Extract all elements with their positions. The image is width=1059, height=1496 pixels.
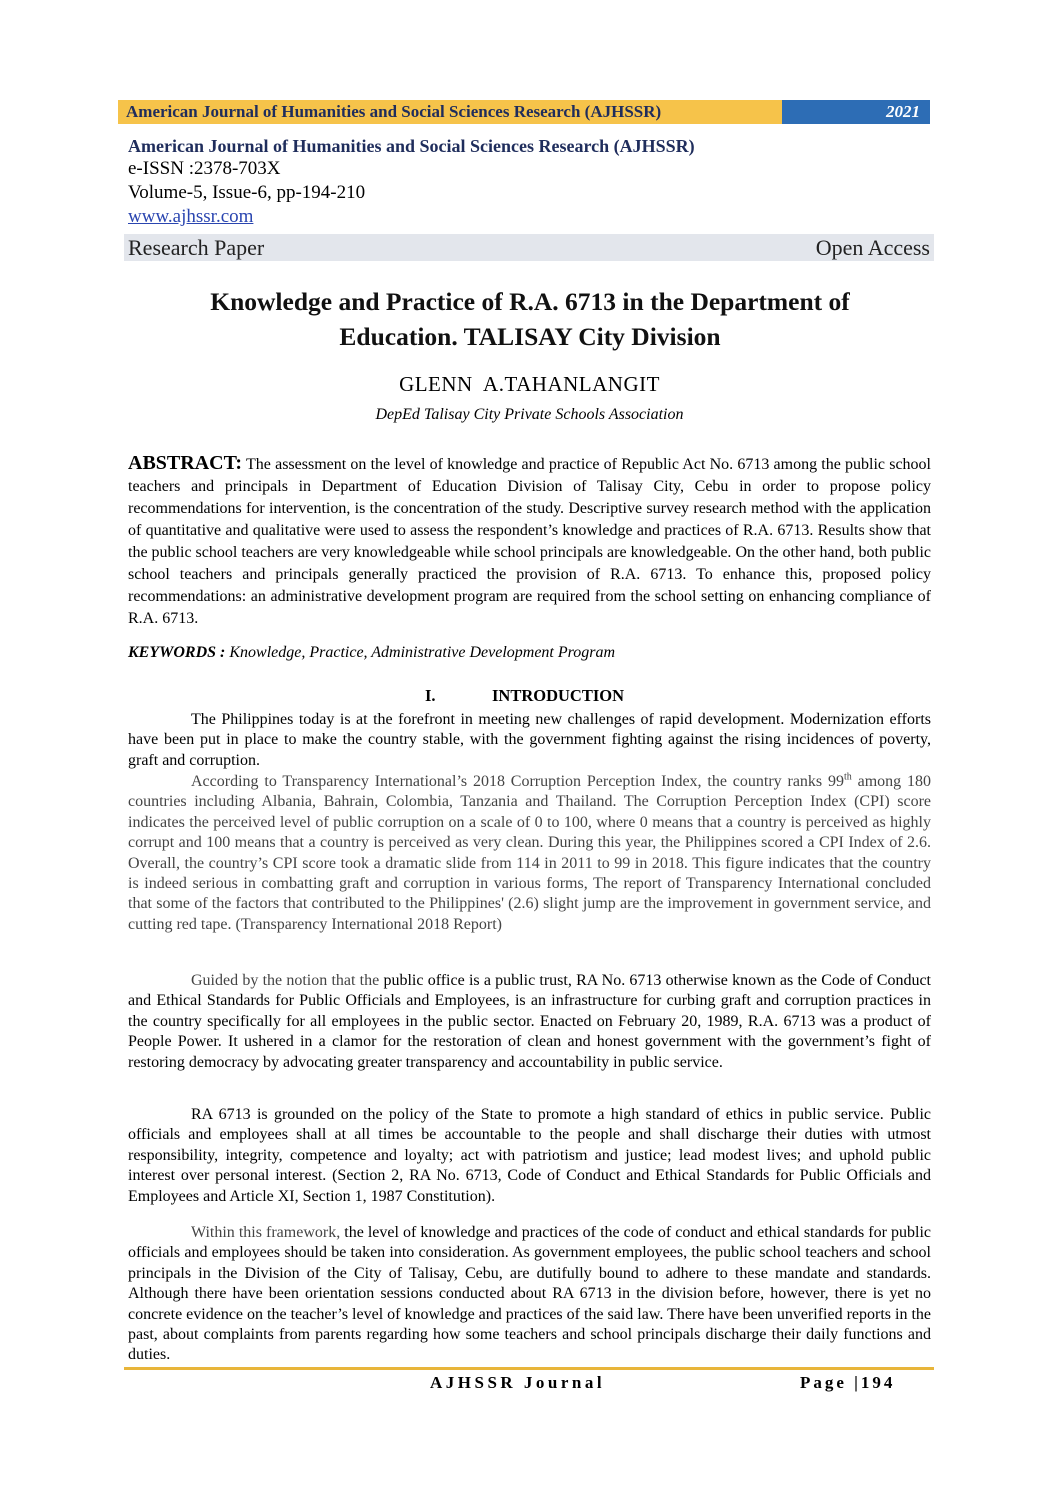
footer-page-number: Page |194 bbox=[800, 1373, 896, 1392]
journal-name: American Journal of Humanities and Social Sciences Research (AJHSSR) bbox=[128, 136, 695, 156]
intro-paragraph-1 bbox=[128, 710, 931, 771]
footer-rule bbox=[124, 1367, 934, 1370]
access-type: Open Access bbox=[815, 234, 930, 260]
running-header-title: American Journal of Humanities and Social Sciences Research (AJHSSR) bbox=[118, 100, 782, 124]
journal-volume: Volume-5, Issue-6, pp-194-210 bbox=[128, 182, 366, 203]
journal-eissn: e-ISSN :2378-703X bbox=[128, 158, 281, 179]
paper-type: Research Paper bbox=[128, 234, 265, 260]
section-number: I. bbox=[425, 686, 436, 705]
paragraph-text: the level of knowledge and practices of the code of conduct and ethical standards for public officials and employees should be taken into consideration. As government employees, the public school teachers and school principals in the Division of the City of Talisay, Cebu, are dutifully bound to adhere to these mandate and standards. Although there have been orientation sessions conducted about RA 6713 in the division before, however, there is yet no concrete evidence on the teacher’s level of knowledge and practices of the said law. There have been unverified reports in the past, about complaints from parents regarding how some teachers and school principals discharge their daily functions and duties. bbox=[128, 1224, 932, 1364]
paragraph-text: Guided by the notion that the bbox=[191, 972, 380, 989]
journal-url-link[interactable]: www.ajhssr.com bbox=[128, 206, 254, 227]
paragraph-text: among 180 countries including Albania, Bahrain, Colombia, Tanzania and Thailand. The Corruption Perception Index (CPI) score indicates the perceived level of public corruption on a scale of 0 to 100, where 0 means that a country is perceived as highly corrupt and 100 means that a country is perceived as very clean. During this year, the Philippines scored a CPI Index of 2.6. Overall, the country’s CPI score took a dramatic slide from 114 in 2011 to 99 in 2018. This figure indicates that the country is indeed serious in combatting graft and corruption in various forms, The report of Transparency International concluded that some of the factors that contributed to the Philippines' (2.6) slight jump are the improvement in government service, and cutting red tape. (Transparency International 2018 Report) bbox=[128, 773, 932, 933]
running-header-year: 2021 bbox=[782, 100, 930, 124]
journal-info bbox=[128, 135, 932, 229]
keywords bbox=[128, 642, 931, 664]
intro-paragraph-4 bbox=[128, 1105, 931, 1207]
paragraph-text: public office is a public trust, RA No. 6713 otherwise known as the Code of Conduct and Ethical Standards for Public Officials and Employees, is an infrastructure for curbing graft and corruption practices in the country specifically for all employees in the public sector. Enacted on February 20, 1989, R.A. 6713 was a product of People Power. It ushered in a clamor for the restoration of clean and honest government with the government’s fight of restoring democracy by advocating greater transparency and accountability in public service. bbox=[128, 972, 931, 1071]
running-header bbox=[118, 100, 930, 124]
paragraph-text: Within this framework, bbox=[191, 1224, 341, 1241]
author-affiliation: DepEd Talisay City Private Schools Association bbox=[375, 406, 684, 423]
author-name: GLENN A.TAHANLANGIT bbox=[399, 372, 660, 396]
intro-paragraph-2 bbox=[128, 772, 931, 935]
abstract-label: ABSTRACT: bbox=[128, 452, 243, 474]
keywords-text: Knowledge, Practice, Administrative Development Program bbox=[229, 644, 616, 661]
paper-title-line-2: Education. TALISAY City Division bbox=[339, 322, 721, 351]
keywords-label: KEYWORDS : bbox=[128, 644, 226, 661]
footer-journal-name: AJHSSR Journal bbox=[430, 1373, 606, 1392]
paragraph-text: The Philippines today is at the forefront in meeting new challenges of rapid development. Modernization efforts have been put in place to make the country stable, with the government fighting against the rising incidences of poverty, graft and corruption. bbox=[128, 711, 931, 769]
section-title: INTRODUCTION bbox=[492, 686, 625, 705]
intro-paragraph-3 bbox=[128, 971, 931, 1073]
paragraph-text: RA 6713 is grounded on the policy of the State to promote a high standard of ethics in public service. Public officials and employees shall at all times be accountable to the people and shall discharge their duties with utmost responsibility, integrity, competence and loyalty; act with patriotism and justice; lead modest lives; and uphold public interest over personal interest. (Section 2, RA No. 6713, Code of Conduct and Ethical Standards for Public Officials and Employees and Article XI, Section 1, 1987 Constitution). bbox=[128, 1106, 931, 1205]
paper-title-line-1: Knowledge and Practice of R.A. 6713 in the Department of bbox=[210, 287, 850, 316]
paper-type-bar bbox=[124, 234, 934, 261]
intro-paragraph-5 bbox=[128, 1223, 931, 1366]
abstract-text: The assessment on the level of knowledge and practice of Republic Act No. 6713 among the public school teachers and principals in Department of Education Division of Talisay City, Cebu in order to propose policy recommendations for intervention, is the concentration of the study. Descriptive survey research method with the application of quantitative and qualitative were used to assess the respondent’s knowledge and practices of R.A. 6713. Results show that the public school teachers are very knowledgeable while school principals are knowledgeable. On the other hand, both public school teachers and principals generally practiced the provision of R.A. 6713. To enhance this, proposed policy recommendations: an administrative development program are required from the school setting on enhancing compliance of R.A. 6713. bbox=[128, 456, 931, 627]
paper-title bbox=[110, 284, 950, 354]
ordinal-superscript: th bbox=[844, 771, 852, 783]
abstract bbox=[128, 452, 931, 630]
paragraph-text: According to Transparency International’s 2018 Corruption Perception Index, the country ranks 99 bbox=[191, 773, 844, 790]
